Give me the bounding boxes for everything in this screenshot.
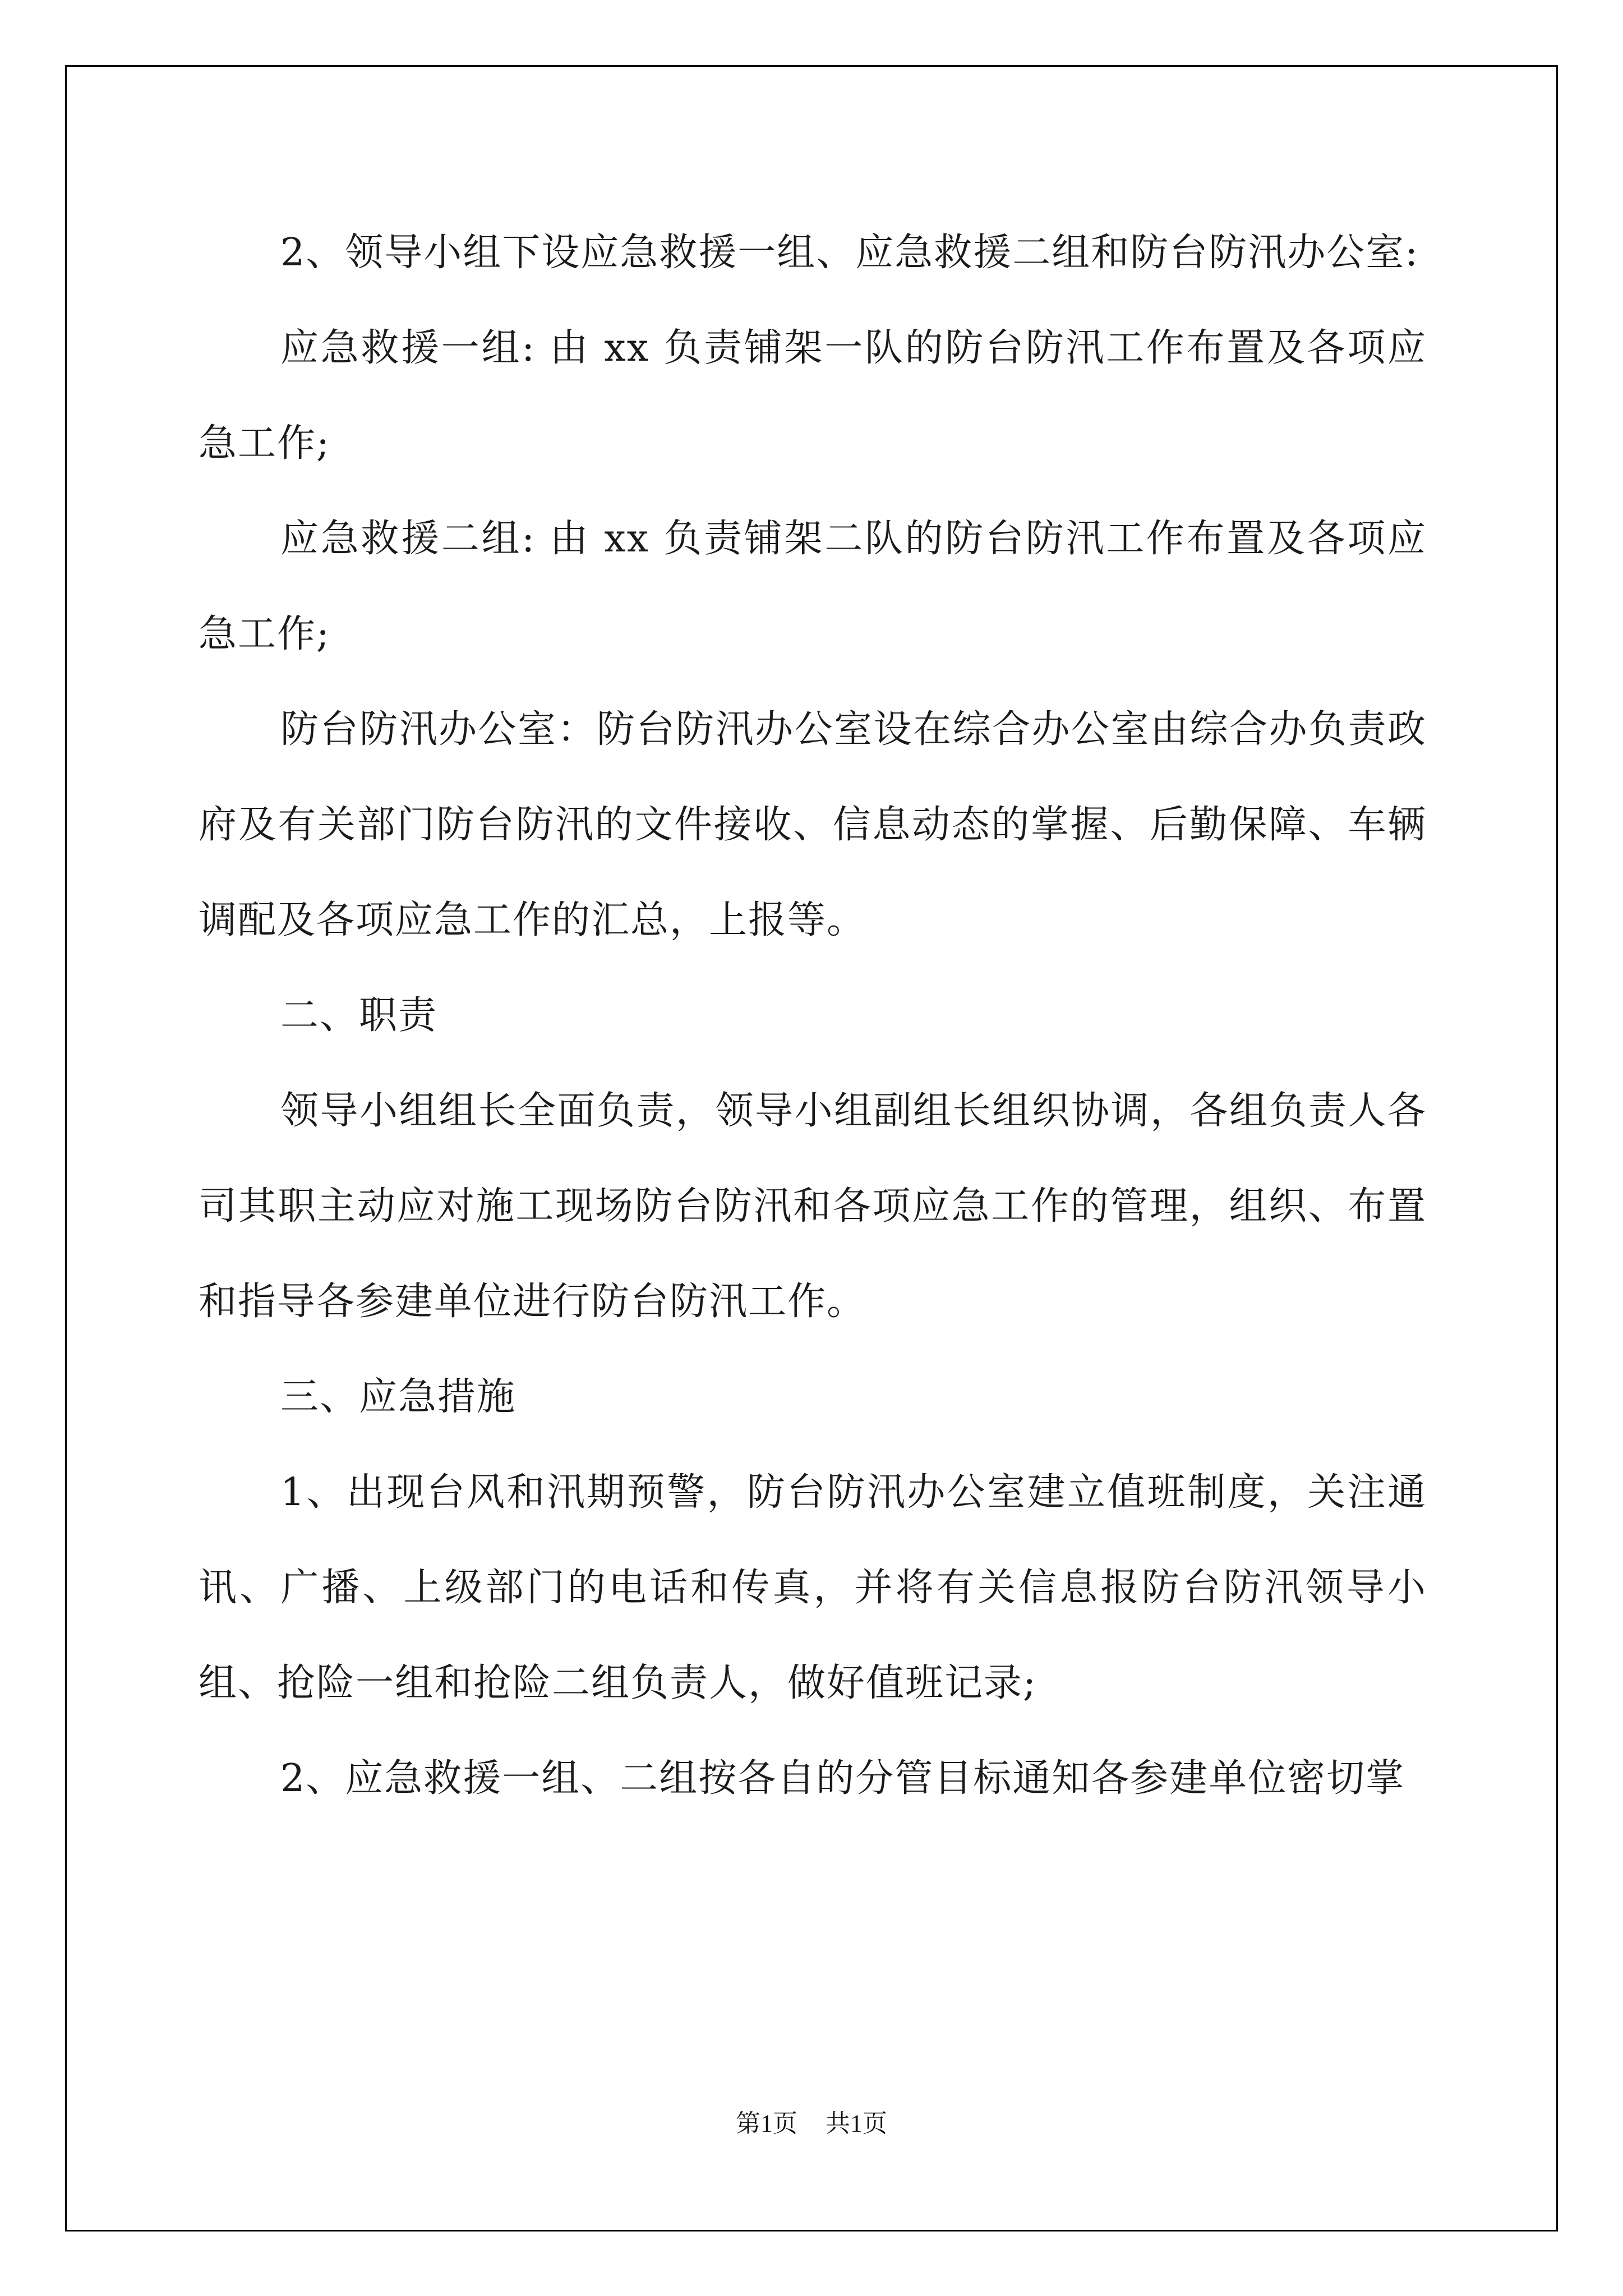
page-number-current: 第1页 [736,2110,797,2137]
paragraph-measure-one: 1、出现台风和汛期预警，防台防汛办公室建立值班制度，关注通讯、广播、上级部门的电话和传真，并将有关信息报防台防汛领导小组、抢险一组和抢险二组负责人，做好值班记录; [199,1470,1427,1705]
section-heading-duties: 二、职责 [280,993,438,1038]
paragraph-measure-two: 2、应急救援一组、二组按各自的分管目标通知各参建单位密切掌 [280,1756,1405,1801]
page-footer [0,2108,1623,2139]
paragraph-rescue-team-one: 应急救援一组: 由 xx 负责铺架一队的防台防汛工作布置及各项应急工作; [199,326,1427,466]
section-heading-emergency-measures: 三、应急措施 [280,1375,517,1419]
page-number-total: 共1页 [826,2110,887,2137]
paragraph-org-structure: 2、领导小组下设应急救援一组、应急救援二组和防台防汛办公室: [280,231,1419,275]
paragraph-rescue-team-two: 应急救援二组: 由 xx 负责铺架二队的防台防汛工作布置及各项应急工作; [199,517,1427,656]
paragraph-flood-office: 防台防汛办公室：防台防汛办公室设在综合办公室由综合办负责政府及有关部门防台防汛的文件接收、信息动态的掌握、后勤保障、车辆调配及各项应急工作的汇总，上报等。 [199,707,1427,942]
document-body [199,205,1427,1826]
paragraph-duties: 领导小组组长全面负责，领导小组副组长组织协调，各组负责人各司其职主动应对施工现场防台防汛和各项应急工作的管理，组织、布置和指导各参建单位进行防台防汛工作。 [199,1089,1427,1324]
